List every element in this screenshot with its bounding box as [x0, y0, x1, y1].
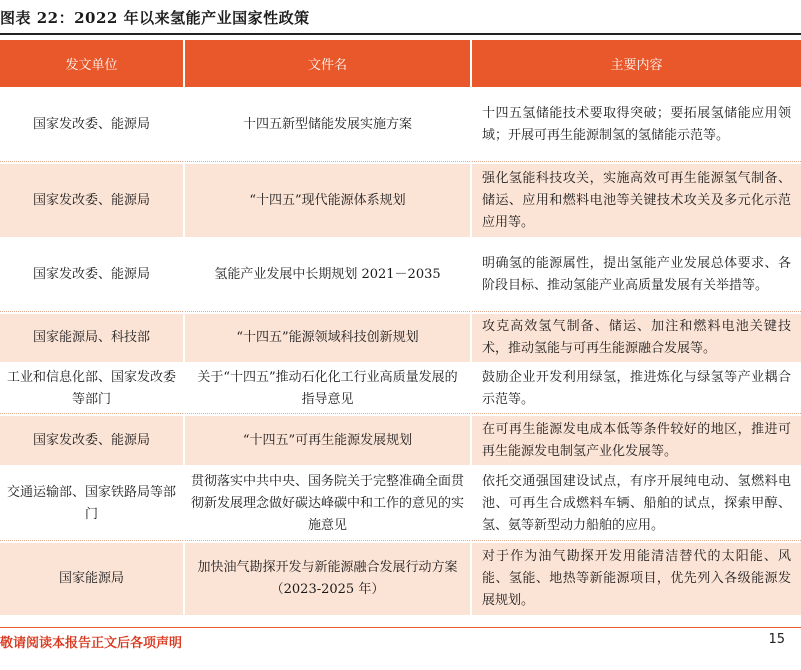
- table-row: [0, 543, 801, 615]
- issuer-cell: 国家能源局、科技部: [0, 314, 183, 362]
- column-header-document: 文件名: [183, 40, 470, 87]
- table-row: [0, 467, 801, 541]
- issuer-cell: 国家发改委、能源局: [0, 164, 183, 237]
- document-cell: 加快油气勘探开发与新能源融合发展行动方案（2023-2025 年）: [183, 543, 470, 615]
- figure-title: 图表 22：2022 年以来氢能产业国家性政策: [0, 9, 310, 27]
- issuer-cell: 国家发改委、能源局: [0, 89, 183, 162]
- document-cell: 贯彻落实中共中央、国务院关于完整准确全面贯彻新发展理念做好碳达峰碳中和工作的意见的实施意见: [183, 467, 470, 541]
- document-cell: 氢能产业发展中长期规划 2021－2035: [183, 239, 470, 312]
- table-header-row: [0, 40, 801, 87]
- table-row: [0, 164, 801, 237]
- table-row: [0, 314, 801, 362]
- content-cell: 十四五氢储能技术要取得突破；要拓展氢储能应用领域；开展可再生能源制氢的氢储能示范等。: [470, 89, 801, 162]
- issuer-cell: 国家发改委、能源局: [0, 416, 183, 465]
- content-cell: 鼓励企业开发利用绿氢，推进炼化与绿氢等产业耦合示范等。: [470, 364, 801, 414]
- title-divider: [0, 33, 801, 35]
- content-cell: 明确氢的能源属性，提出氢能产业发展总体要求、各阶段目标、推动氢能产业高质量发展有关举措等。: [470, 239, 801, 312]
- content-cell: 攻克高效氢气制备、储运、加注和燃料电池关键技术，推动氢能与可再生能源融合发展等。: [470, 314, 801, 362]
- issuer-cell: 交通运输部、国家铁路局等部门: [0, 467, 183, 541]
- table-row: [0, 89, 801, 162]
- page-number: 15: [768, 632, 785, 647]
- table-row: [0, 239, 801, 312]
- document-cell: “十四五”现代能源体系规划: [183, 164, 470, 237]
- document-cell: “十四五”可再生能源发展规划: [183, 416, 470, 465]
- document-cell: “十四五”能源领域科技创新规划: [183, 314, 470, 362]
- content-cell: 强化氢能科技攻关，实施高效可再生能源氢气制备、储运、应用和燃料电池等关键技术攻关及多元化示范应用等。: [470, 164, 801, 237]
- document-cell: 十四五新型储能发展实施方案: [183, 89, 470, 162]
- column-header-content: 主要内容: [470, 40, 801, 87]
- policy-table: [0, 38, 801, 617]
- content-cell: 依托交通强国建设试点，有序开展纯电动、氢燃料电池、可再生合成燃料车辆、船舶的试点，探索甲醇、氢、氨等新型动力船舶的应用。: [470, 467, 801, 541]
- table-row: [0, 416, 801, 465]
- issuer-cell: 国家能源局: [0, 543, 183, 615]
- issuer-cell: 工业和信息化部、国家发改委等部门: [0, 364, 183, 414]
- document-cell: 关于“十四五”推动石化化工行业高质量发展的指导意见: [183, 364, 470, 414]
- footer-divider: [0, 627, 801, 628]
- content-cell: 在可再生能源发电成本低等条件较好的地区，推进可再生能源发电制氢产业化发展等。: [470, 416, 801, 465]
- content-cell: 对于作为油气勘探开发用能清洁替代的太阳能、风能、氢能、地热等新能源项目，优先列入各级能源发展规划。: [470, 543, 801, 615]
- issuer-cell: 国家发改委、能源局: [0, 239, 183, 312]
- column-header-issuer: 发文单位: [0, 40, 183, 87]
- table-row: [0, 364, 801, 414]
- footer-disclaimer: 敬请阅读本报告正文后各项声明: [0, 636, 183, 651]
